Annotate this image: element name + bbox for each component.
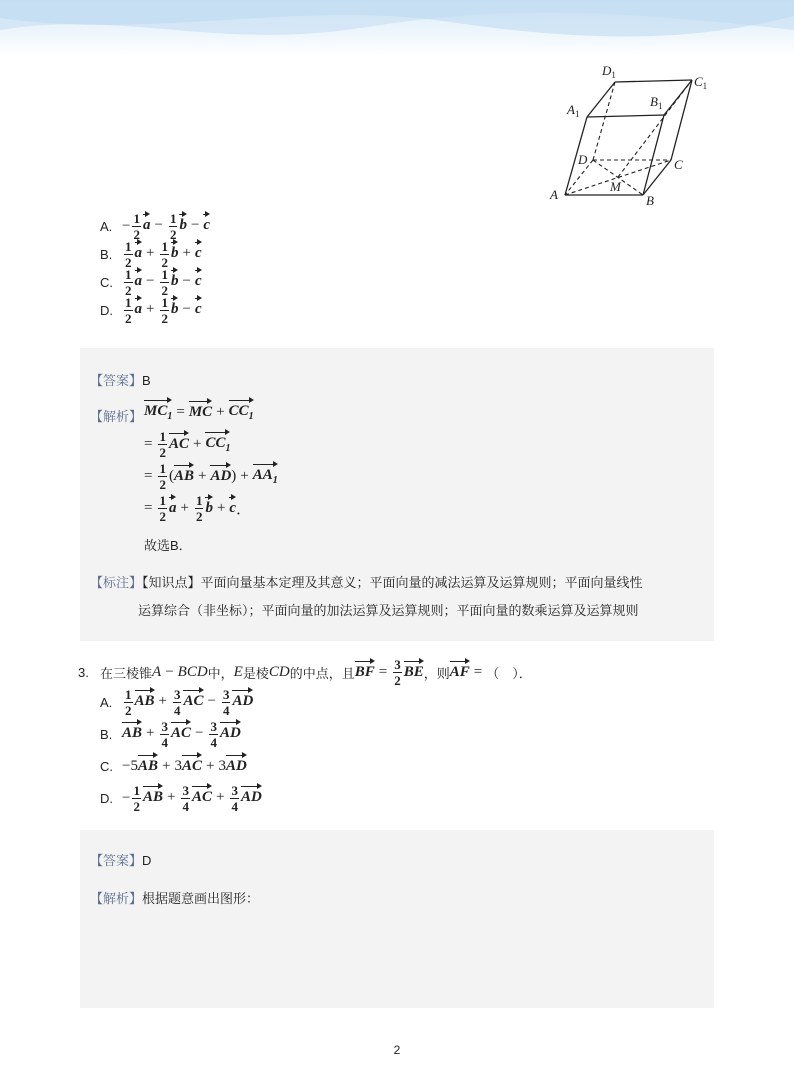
label-b: B (646, 193, 654, 208)
analysis-derivation: $MC_1$ = MC + $CC_1$ = $\frac{1}{2}$ AC + $CC_1$ = $\frac{1}{2}$ ( AB + AD ) + $AA_1$ = $\frac{1}{2}$ a + $\frac{1}{2}$ b + c ． (144, 402, 278, 524)
operator: + (146, 301, 155, 318)
answer-value: B (142, 373, 151, 388)
option-label: C. (100, 274, 113, 290)
label-b1: B (650, 94, 658, 109)
option-label: D. (100, 790, 113, 806)
label-c: C (674, 157, 683, 172)
operator: + (146, 245, 155, 262)
label-c1-sub: 1 (702, 81, 708, 91)
operator: + (182, 245, 191, 262)
wave-decoration (0, 0, 794, 56)
q3-option-b[interactable]: B. AB + $\frac{3}{4}$ AC − $\frac{3}{4}$ AD (100, 718, 241, 750)
q3-stem-text: 中， (207, 666, 234, 681)
svg-text:A1 (566, 102, 579, 119)
q3-option-c[interactable]: C. −5AB + 3AC + 3AD (100, 757, 247, 774)
analysis-tag: 【解析】 (90, 891, 143, 906)
analysis-conclusion: 故选B． (144, 538, 192, 553)
analysis-tag: 【解析】 (90, 409, 143, 424)
sign: − (122, 217, 131, 234)
label-d1: D (602, 63, 612, 78)
q2-option-c[interactable]: C. $\frac{1}{2}$ a − $\frac{1}{2}$ b − c (100, 266, 202, 298)
answer-value: D (142, 853, 152, 868)
note-line-2: 运算综合（非坐标）；平面向量的加法运算及运算规则；平面向量的数乘运算及运算规则 (138, 603, 639, 618)
label-d: D (578, 152, 588, 167)
operator: − (182, 301, 191, 318)
note-line-1: 【知识点】平面向量基本定理及其意义；平面向量的减法运算及运算规则；平面向量线性 (142, 575, 643, 590)
q2-option-a[interactable]: A. − $\frac{1}{2}$ a − $\frac{1}{2}$ b − c (100, 210, 211, 242)
q2-options (100, 212, 210, 324)
q2-answer-panel (80, 348, 714, 641)
option-label: B. (100, 726, 113, 742)
answer-tag: 【答案】 (90, 853, 143, 868)
label-a1: A (567, 102, 575, 117)
q3-options (100, 686, 262, 814)
note-tag: 【标注】 (90, 575, 143, 590)
q2-option-b[interactable]: B. $\frac{1}{2}$ a + $\frac{1}{2}$ b + c (100, 238, 202, 270)
option-label: D. (100, 302, 113, 318)
q3-option-a[interactable]: A. $\frac{1}{2}$ AB + $\frac{3}{4}$ AC − $\frac{3}{4}$ AD (100, 686, 254, 718)
q3-stem-text: 是棱 (242, 666, 269, 681)
q3-stem: 3. 在三棱锥 A − BCD 中， E 是棱 CD 的中点，且 BF = $\frac{3}{2}$ BE ，则 AF = （ ）． (78, 657, 532, 688)
label-b1-sub: 1 (657, 101, 663, 111)
header-banner (0, 0, 794, 56)
label-m: M (610, 179, 621, 194)
note-block (90, 572, 705, 591)
q3-stem-text: （ ）． (486, 666, 532, 681)
label-d1-sub: 1 (611, 70, 616, 80)
page-number: 2 (393, 1043, 401, 1057)
operator: − (146, 273, 155, 290)
analysis-text: 根据题意画出图形： (142, 891, 260, 906)
q3-stem-text: ，则 (423, 666, 450, 681)
parallelepiped-figure (540, 60, 720, 210)
q3-number: 3. (78, 665, 89, 680)
q3-answer-panel (80, 830, 714, 1008)
option-label: C. (100, 758, 113, 774)
option-label: A. (100, 218, 113, 234)
q3-stem-text: 在三棱锥 (100, 666, 153, 681)
operator: − (154, 217, 163, 234)
q3-stem-text: 的中点，且 (289, 666, 355, 681)
label-c1: C (694, 74, 703, 89)
svg-text:C1 (694, 74, 707, 91)
svg-text:D1 (601, 63, 616, 80)
option-label: B. (100, 246, 113, 262)
q2-option-d[interactable]: D. $\frac{1}{2}$ a + $\frac{1}{2}$ b − c (100, 294, 202, 326)
operator: − (190, 217, 200, 234)
q3-option-d[interactable]: D. − $\frac{1}{2}$ AB + $\frac{3}{4}$ AC + $\frac{3}{4}$ AD (100, 782, 262, 814)
label-a1-sub: 1 (574, 109, 580, 119)
option-label: A. (100, 694, 113, 710)
operator: − (182, 273, 191, 290)
label-a: A (550, 187, 558, 202)
answer-tag: 【答案】 (90, 373, 143, 388)
svg-text:B1 (650, 94, 662, 111)
